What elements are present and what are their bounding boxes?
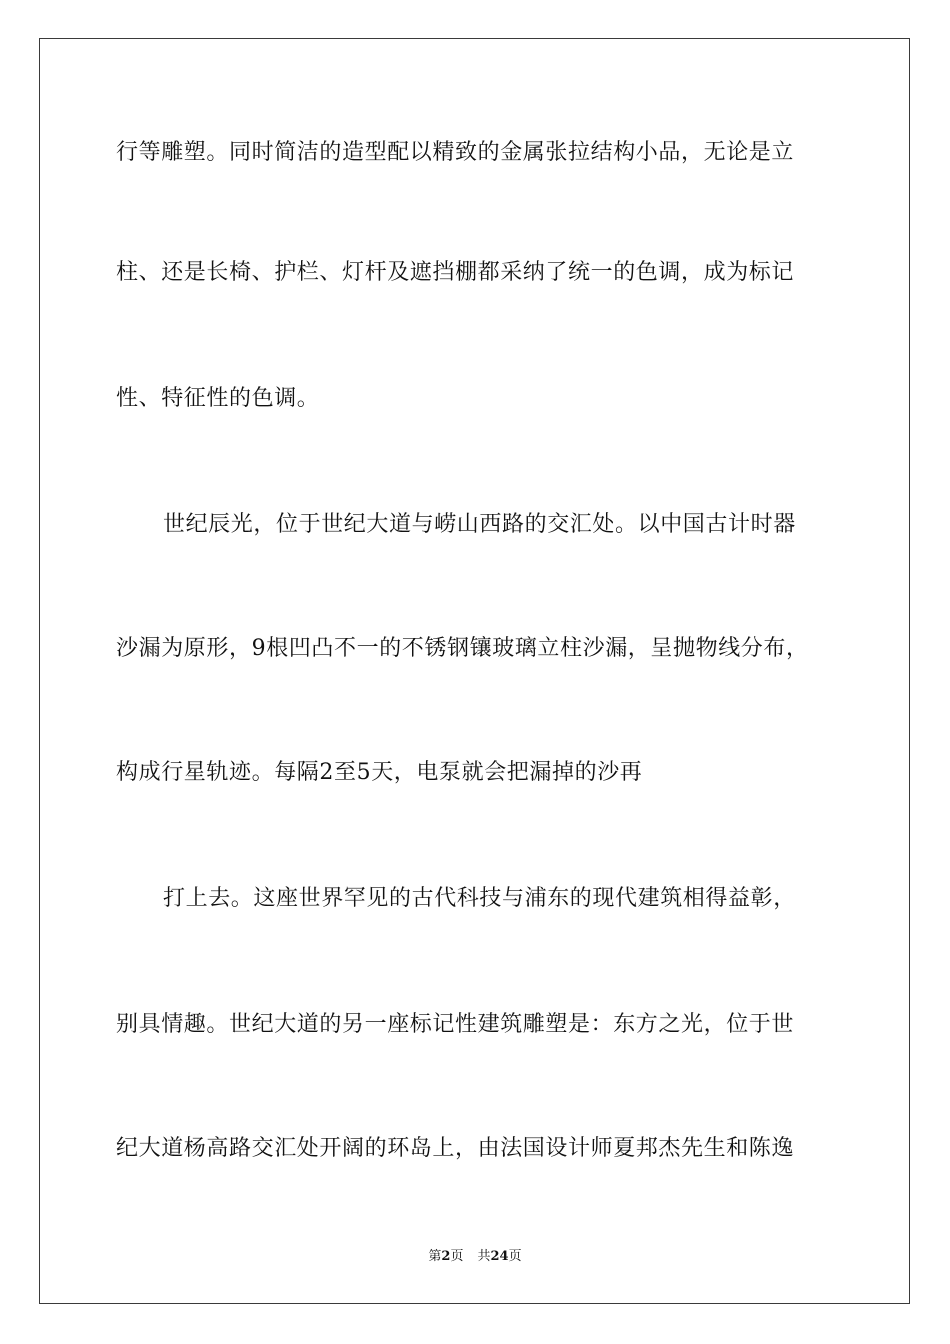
total-pages-suffix: 页: [508, 1249, 522, 1264]
body-text-line: 柱、还是长椅、护栏、灯杆及遮挡棚都采纳了统一的色调，成为标记: [116, 260, 795, 285]
body-text-line: 性、特征性的色调。: [116, 386, 320, 411]
total-pages-number: 24: [490, 1249, 509, 1264]
body-text-line: 纪大道杨高路交汇处开阔的环岛上，由法国设计师夏邦杰先生和陈逸: [116, 1136, 795, 1161]
body-text-line: 构成行星轨迹。每隔2至5天，电泵就会把漏掉的沙再: [116, 760, 643, 785]
paragraph-first-line: 打上去。这座世界罕见的古代科技与浦东的现代建筑相得益彰，: [163, 886, 796, 911]
page-footer: [0, 1248, 950, 1266]
body-text-line: 别具情趣。世纪大道的另一座标记性建筑雕塑是：东方之光，位于世: [116, 1012, 795, 1037]
current-page-number: 2: [441, 1249, 451, 1264]
paragraph-first-line: 世纪辰光，位于世纪大道与崂山西路的交汇处。以中国古计时器: [163, 512, 796, 537]
total-pages-prefix: 共: [477, 1249, 491, 1264]
body-text-line: 行等雕塑。同时简洁的造型配以精致的金属张拉结构小品，无论是立: [116, 140, 795, 165]
body-text-line: 沙漏为原形，9根凹凸不一的不锈钢镶玻璃立柱沙漏，呈抛物线分布，: [116, 636, 809, 661]
page-number-prefix: 第: [428, 1249, 442, 1264]
page-number-suffix: 页: [450, 1249, 464, 1264]
page-border: [39, 38, 910, 1304]
